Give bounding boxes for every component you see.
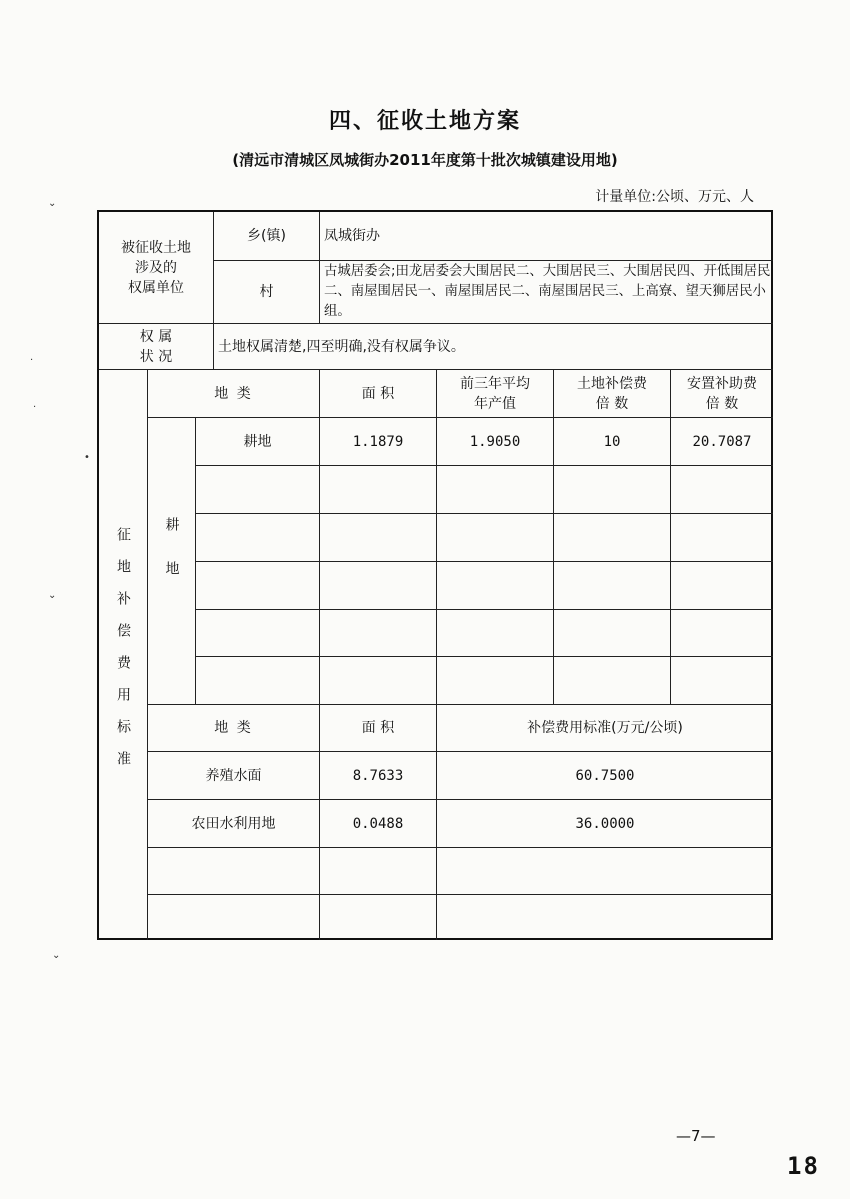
- empty-cell: [553, 465, 670, 513]
- empty-cell: [319, 656, 436, 704]
- empty-cell: [553, 609, 670, 656]
- compensation-side-label: 征地补偿费用标准: [99, 369, 147, 940]
- scan-speck: ·: [33, 402, 37, 413]
- empty-cell: [147, 894, 319, 940]
- empty-cell: [195, 656, 319, 704]
- empty-cell: [147, 847, 319, 894]
- empty-cell: [553, 561, 670, 609]
- township-value: 凤城街办: [319, 212, 773, 260]
- scan-speck: ·: [30, 355, 34, 366]
- ownership-status-label: 权 属 状 况: [99, 323, 213, 369]
- other-row-standard: 36.0000: [436, 799, 773, 847]
- other-row-standard: 60.7500: [436, 751, 773, 799]
- empty-cell: [553, 513, 670, 561]
- header-avg-output: 前三年平均 年产值: [436, 369, 553, 417]
- empty-cell: [436, 465, 553, 513]
- empty-cell: [319, 561, 436, 609]
- cultivated-group-label: 耕地: [147, 417, 195, 704]
- cultivated-row-land-compensation: 10: [553, 417, 670, 465]
- page-title: 四、征收土地方案: [328, 109, 521, 134]
- empty-cell: [670, 656, 773, 704]
- header2-area: 面 积: [319, 704, 436, 751]
- measurement-unit: 计量单位:公顷、万元、人: [595, 189, 754, 205]
- cultivated-row-type: 耕地: [195, 417, 319, 465]
- other-row-type: 养殖水面: [147, 751, 319, 799]
- empty-cell: [436, 513, 553, 561]
- empty-cell: [195, 513, 319, 561]
- ownership-unit-label: 被征收土地 涉及的 权属单位: [121, 239, 191, 296]
- page-subtitle: (清远市清城区凤城街办2011年度第十批次城镇建设用地): [232, 151, 618, 169]
- header-land-compensation: 土地补偿费 倍 数: [553, 369, 670, 417]
- empty-cell: [319, 894, 436, 940]
- cultivated-row-resettlement: 20.7087: [670, 417, 773, 465]
- scan-speck: ⌄: [52, 950, 61, 961]
- empty-cell: [319, 609, 436, 656]
- empty-cell: [436, 561, 553, 609]
- empty-cell: [319, 513, 436, 561]
- empty-cell: [195, 465, 319, 513]
- village-value: 古城居委会;田龙居委会大围居民二、大围居民三、大围居民四、开低围居民二、南屋围居民一、南屋围居民二、南屋围居民三、上高寮、望天狮居民小组。: [319, 260, 773, 323]
- empty-cell: [436, 847, 773, 894]
- cultivated-row-avg-output: 1.9050: [436, 417, 553, 465]
- scan-speck: ⌄: [48, 590, 57, 601]
- empty-cell: [670, 609, 773, 656]
- header-resettlement: 安置补助费 倍 数: [670, 369, 773, 417]
- header-land-type: 地 类: [147, 369, 319, 417]
- header-area: 面 积: [319, 369, 436, 417]
- empty-cell: [195, 609, 319, 656]
- township-label: 乡(镇): [213, 212, 319, 260]
- other-row-type: 农田水利用地: [147, 799, 319, 847]
- empty-cell: [670, 561, 773, 609]
- empty-cell: [670, 513, 773, 561]
- land-acquisition-table: [97, 210, 773, 940]
- empty-cell: [319, 465, 436, 513]
- scan-page-number: 18: [787, 1152, 820, 1180]
- empty-cell: [436, 609, 553, 656]
- empty-cell: [436, 656, 553, 704]
- ownership-status-value: 土地权属清楚,四至明确,没有权属争议。: [213, 323, 773, 369]
- other-row-area: 0.0488: [319, 799, 436, 847]
- empty-cell: [436, 894, 773, 940]
- empty-cell: [553, 656, 670, 704]
- header2-standard: 补偿费用标准(万元/公顷): [436, 704, 773, 751]
- scan-speck: ⌄: [48, 198, 57, 209]
- village-label: 村: [213, 260, 319, 323]
- scan-speck: •: [84, 452, 90, 463]
- other-row-area: 8.7633: [319, 751, 436, 799]
- empty-cell: [670, 465, 773, 513]
- header2-land-type: 地 类: [147, 704, 319, 751]
- page-number: —7—: [676, 1127, 716, 1145]
- empty-cell: [195, 561, 319, 609]
- empty-cell: [319, 847, 436, 894]
- cultivated-row-area: 1.1879: [319, 417, 436, 465]
